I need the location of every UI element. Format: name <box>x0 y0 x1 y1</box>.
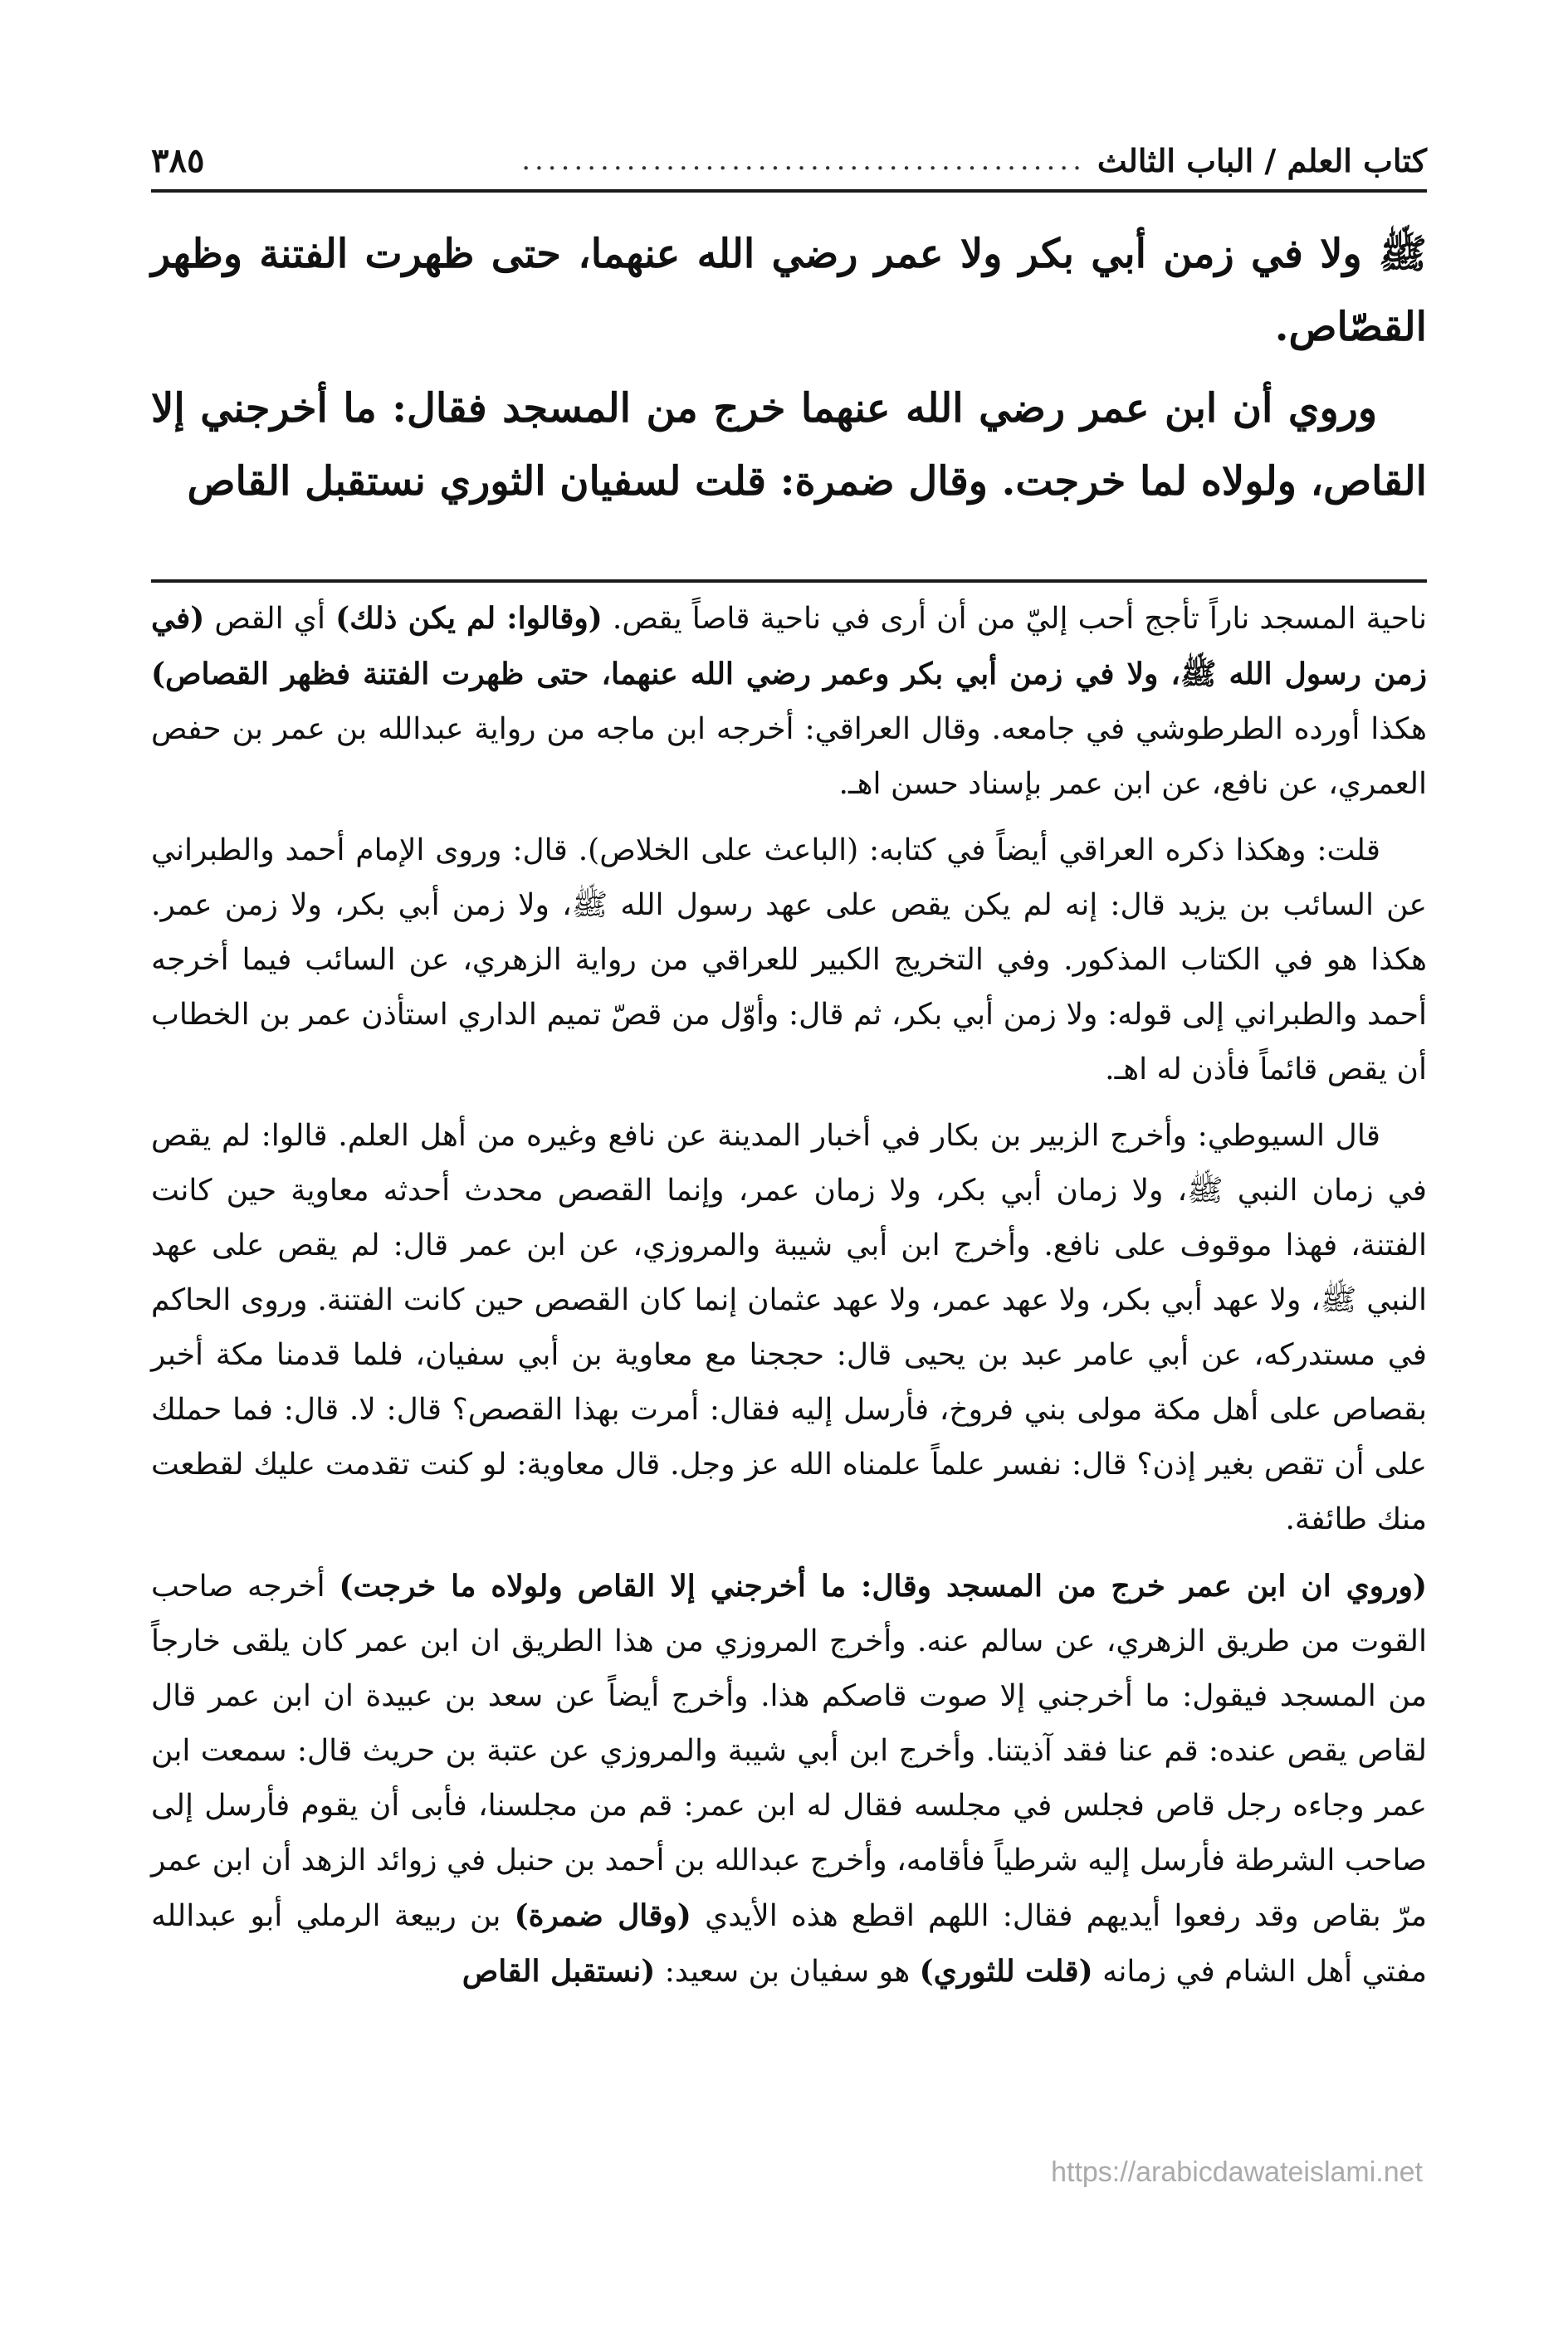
main-paragraph: ﷺ ولا في زمن أبي بكر ولا عمر رضي الله عنهما، حتى ظهرت الفتنة وظهر القصّاص. <box>151 231 1427 350</box>
commentary-paragraph: قال السيوطي: وأخرج الزبير بن بكار في أخبار المدينة عن نافع وغيره من أهل العلم. قالوا: لم يقص في زمان النبي ﷺ، ولا زمان أبي بكر، ولا زمان عمر، وإنما القصص محدث أحدثه معاوية حين كانت الفتنة، فهذا موقوف على نافع. وأخرج ابن أبي شيبة والمروزي، عن ابن عمر قال: لم يقص على عهد النبي ﷺ، ولا عهد أبي بكر، ولا عهد عمر، ولا عهد عثمان إنما كان القصص حين كانت الفتنة. وروى الحاكم في مستدركه، عن أبي عامر عبد بن يحيى قال: حججنا مع معاوية بن أبي سفيان، فلما قدمنا مكة أخبر بقصاص على أهل مكة مولى بني فروخ، فأرسل إليه فقال: أمرت بهذا القصص؟ قال: لا. قال: فما حملك على أن تقص بغير إذن؟ قال: نفسر علماً علمناه الله عز وجل. قال معاوية: لو كنت تقدمت عليك لقطعت منك طائفة. <box>151 1119 1428 1536</box>
commentary-text: هكذا أورده الطرطوشي في جامعه. وقال العراقي: أخرجه ابن ماجه من رواية عبدالله بن عمر بن حفص العمري، عن نافع، عن ابن عمر بإسناد حسن اهـ. <box>151 712 1427 801</box>
commentary-paragraph: قلت: وهكذا ذكره العراقي أيضاً في كتابه: (الباعث على الخلاص). قال: وروى الإمام أحمد والطبراني عن السائب بن يزيد قال: إنه لم يكن يقص على عهد رسول الله ﷺ، ولا زمن أبي بكر، ولا زمن عمر. هكذا هو في الكتاب المذكور. وفي التخريج الكبير للعراقي من رواية الزهري، عن السائب فيما أخرجه أحمد والطبراني إلى قوله: ولا زمن أبي بكر، ثم قال: وأوّل من قصّ تميم الداري استأذن عمر بن الخطاب أن يقص قائماً فأذن له اهـ. <box>151 833 1427 1087</box>
main-paragraph: وروي أن ابن عمر رضي الله عنهما خرج من المسجد فقال: ما أخرجني إلا القاص، ولولاه لما خرجت. وقال ضمرة: قلت لسفيان الثوري نستقبل القاص <box>151 385 1427 505</box>
watermark-url: https://arabicdawateislami.net <box>1051 2156 1423 2188</box>
quoted-matn: (في زمن رسول الله ﷺ، ولا في زمن أبي بكر وعمر رضي الله عنهما، حتى ظهرت الفتنة فظهر القصاص) <box>151 601 1427 691</box>
footnote-separator <box>151 579 1427 583</box>
leader-dots: ........................................... <box>521 144 1086 177</box>
commentary-text: ناحية المسجد ناراً تأجج أحب إليّ من أن أرى في ناحية قاصاً يقص. <box>602 602 1427 636</box>
quoted-matn: (وروي ان ابن عمر خرج من المسجد وقال: ما أخرجني إلا القاص ولولاه ما خرجت) <box>339 1569 1427 1604</box>
quoted-matn: (قلت للثوري) <box>919 1954 1093 1989</box>
commentary-paragraph <box>151 1559 1427 2000</box>
page-number: ٣٨٥ <box>151 140 205 180</box>
commentary-paragraph <box>151 591 1427 812</box>
main-text <box>151 217 1427 518</box>
quoted-matn: (وقال ضمرة) <box>514 1898 691 1933</box>
commentary-section <box>151 591 1427 2011</box>
quoted-matn: (نستقبل القاص <box>462 1954 656 1989</box>
chapter-title: كتاب العلم / الباب الثالث <box>1097 141 1427 179</box>
commentary-text: أي القص <box>204 602 336 636</box>
running-header <box>151 131 1427 193</box>
quoted-matn: (وقالوا: لم يكن ذلك) <box>335 601 603 636</box>
commentary-text: بن ربيعة الرملي أبو عبدالله مفتي أهل الشام في زمانه <box>151 1899 1427 1989</box>
commentary-text: هو سفيان بن سعيد: <box>655 1955 920 1989</box>
commentary-text: أخرجه صاحب القوت من طريق الزهري، عن سالم عنه. وأخرج المروزي من هذا الطريق ان ابن عمر كان يلقى خارجاً من المسجد فيقول: ما أخرجني إلا صوت قاصكم هذا. وأخرج أيضاً عن سعد بن عبيدة ان ابن عمر قال لقاص يقص عنده: قم عنا فقد آذيتنا. وأخرج ابن أبي شيبة والمروزي عن عتبة بن حريث قال: سمعت ابن عمر وجاءه رجل قاص فجلس في مجلسه فقال له ابن عمر: قم من مجلسنا، فأبى أن يقوم فأرسل إلى صاحب الشرطة فأرسل إليه شرطياً فأقامه، وأخرج عبدالله بن أحمد بن حنبل في زوائد الزهد أن ابن عمر مرّ بقاص وقد رفعوا أيديهم فقال: اللهم اقطع هذه الأيدي <box>151 1570 1427 1933</box>
